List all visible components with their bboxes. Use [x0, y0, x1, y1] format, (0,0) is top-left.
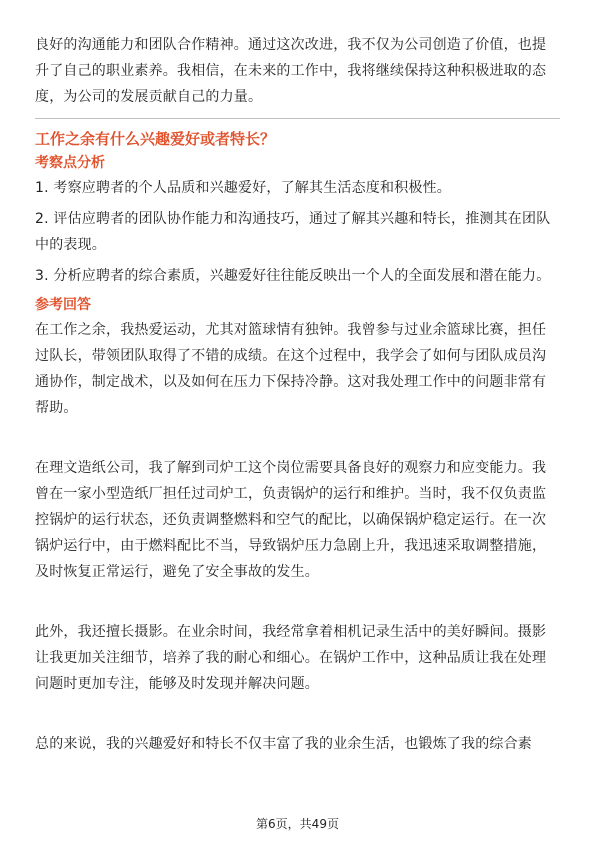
analysis-heading: 考察点分析	[35, 155, 105, 171]
page-content	[35, 32, 560, 757]
analysis-item-3: 3. 分析应聘者的综合素质，兴趣爱好往往能反映出一个人的全面发展和潜在能力。	[35, 268, 551, 284]
intro-paragraph: 良好的沟通能力和团队合作精神。通过这次改进，我不仅为公司创造了价值，也提升了自己的职业素养。我相信，在未来的工作中，我将继续保持这种积极进取的态度，为公司的发展贡献自己的力量。	[35, 37, 547, 105]
analysis-item-2: 2. 评估应聘者的团队协作能力和沟通技巧，通过了解其兴趣和特长，推测其在团队中的表现。	[35, 211, 551, 253]
answer-paragraph-4: 总的来说，我的兴趣爱好和特长不仅丰富了我的业余生活，也锻炼了我的综合素	[35, 736, 532, 752]
question-heading: 工作之余有什么兴趣爱好或者特长？	[35, 130, 276, 148]
analysis-item-1: 1. 考察应聘者的个人品质和兴趣爱好，了解其生活态度和积极性。	[35, 180, 452, 196]
section-divider	[35, 118, 560, 119]
answer-heading: 参考回答	[35, 297, 91, 313]
answer-paragraph-3: 此外，我还擅长摄影。在业余时间，我经常拿着相机记录生活中的美好瞬间。摄影让我更加关注细节，培养了我的耐心和细心。在锅炉工作中，这种品质让我在处理问题时更加专注，能够及时发现并解决问题。	[35, 624, 547, 692]
answer-paragraph-2: 在理文造纸公司，我了解到司炉工这个岗位需要具备良好的观察力和应变能力。我曾在一家小型造纸厂担任过司炉工，负责锅炉的运行和维护。当时，我不仅负责监控锅炉的运行状态，还负责调整燃料和空气的配比，以确保锅炉稳定运行。在一次锅炉运行中，由于燃料配比不当，导致锅炉压力急剧上升，我迅速采取调整措施，及时恢复正常运行，避免了安全事故的发生。	[35, 460, 547, 580]
page-number: 第6页，共49页	[256, 817, 339, 831]
answer-paragraph-1: 在工作之余，我热爱运动，尤其对篮球情有独钟。我曾参与过业余篮球比赛，担任过队长，带领团队取得了不错的成绩。在这个过程中，我学会了如何与团队成员沟通协作，制定战术，以及如何在压力下保持冷静。这对我处理工作中的问题非常有帮助。	[35, 322, 547, 416]
